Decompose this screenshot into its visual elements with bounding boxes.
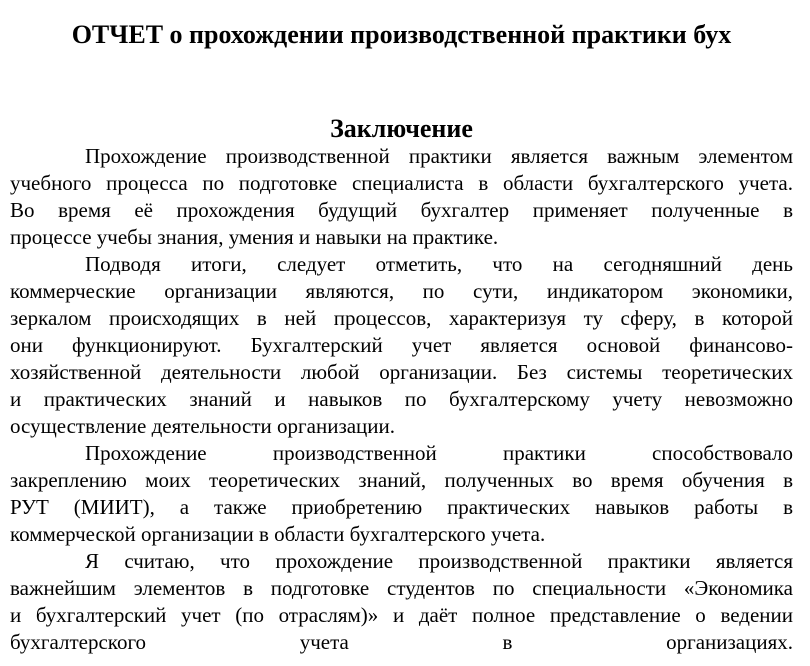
text-line: Подводя итоги, следует отметить, что на сегодняшний день — [85, 252, 793, 276]
paragraph — [10, 143, 793, 251]
text-line: коммерческой организации в области бухгалтерского учета. — [10, 522, 546, 546]
text-line: они функционируют. Бухгалтерский учет является основой финансово- — [10, 333, 793, 357]
text-line: учебного процесса по подготовке специалиста в области бухгалтерского учета. — [10, 171, 793, 195]
document-body — [10, 143, 793, 656]
text-line: РУТ (МИИТ), а также приобретению практических навыков работы в — [10, 495, 793, 519]
paragraph — [10, 440, 793, 548]
text-line: Я считаю, что прохождение производственной практики является — [85, 549, 793, 573]
text-line: процессе учебы знания, умения и навыки на практике. — [10, 225, 499, 249]
text-line: Прохождение производственной практики является важным элементом — [85, 144, 793, 168]
title-spacer — [10, 50, 793, 114]
section-heading: Заключение — [330, 114, 473, 143]
paragraph — [10, 548, 793, 656]
text-line: Прохождение производственной практики способствовало — [85, 441, 793, 465]
text-line: зеркалом происходящих в ней процессов, характеризуя ту сферу, в которой — [10, 306, 793, 330]
text-line: Во время её прохождения будущий бухгалтер применяет полученные в — [10, 198, 793, 222]
text-line: осуществление деятельности организации. — [10, 414, 396, 438]
text-line: закреплению моих теоретических знаний, полученных во время обучения в — [10, 468, 793, 492]
document-title: ОТЧЕТ о прохождении производственной практики бух — [71, 20, 732, 49]
text-line: важнейшим элементов в подготовке студентов по специальности «Экономика — [10, 576, 793, 600]
text-line: коммерческие организации являются, по сути, индикатором экономики, — [10, 279, 793, 303]
text-line: и практических знаний и навыков по бухгалтерскому учету невозможно — [10, 387, 793, 411]
text-line: хозяйственной деятельности любой организации. Без системы теоретических — [10, 360, 793, 384]
text-line: бухгалтерского учета в организациях. — [10, 630, 793, 654]
text-line: и бухгалтерский учет (по отраслям)» и даёт полное представление о ведении — [10, 603, 793, 627]
paragraph — [10, 251, 793, 440]
